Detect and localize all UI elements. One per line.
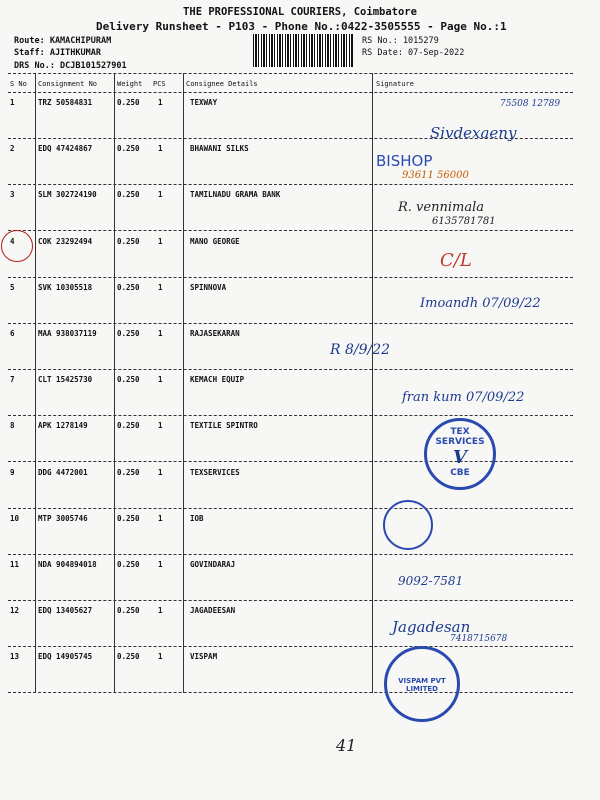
consignment-number: MAA 938037119 <box>38 329 97 338</box>
col-header-pcs: PCS <box>153 80 166 88</box>
consignment-number: APK 1278149 <box>38 421 88 431</box>
signature: fran kum 07/09/22 <box>402 390 525 405</box>
consignee-name: TEXTILE SPINTRO <box>190 421 258 431</box>
row-divider <box>8 600 573 601</box>
tex-services-stamp <box>424 418 496 490</box>
weight: 0.250 <box>117 236 140 246</box>
row-serial: 10 <box>10 513 20 523</box>
sig-note: 75508 12789 <box>500 99 561 109</box>
weight: 0.250 <box>117 606 140 616</box>
row-serial: 12 <box>10 606 20 616</box>
consignee-name: JAGADEESAN <box>190 606 236 616</box>
row-serial: 11 <box>10 560 20 569</box>
col-header-consignee: Consignee Details <box>186 80 258 88</box>
table-top-border <box>8 73 573 74</box>
consignment-number: NDA 904894018 <box>38 560 97 569</box>
pieces: 1 <box>158 652 163 662</box>
row-serial: 13 <box>10 652 20 662</box>
pieces: 1 <box>158 282 163 292</box>
row-divider <box>8 692 573 693</box>
weight: 0.250 <box>117 560 140 569</box>
consignee-name: TEXSERVICES <box>190 467 240 477</box>
consignment-number: CLT 15425730 <box>38 375 93 385</box>
row-divider <box>8 369 573 370</box>
pieces: 1 <box>158 467 163 477</box>
col-header-consignment: Consignment No <box>38 80 98 88</box>
header-divider <box>8 92 573 93</box>
consignment-number: EDQ 14905745 <box>38 652 93 662</box>
row-divider <box>8 646 573 647</box>
row-serial: 9 <box>10 467 15 477</box>
signature: Imoandh 07/09/22 <box>420 296 541 311</box>
sig-note: 7418715678 <box>450 634 508 644</box>
row-serial: 4 <box>10 236 15 246</box>
stamp-text: CBE <box>450 468 470 478</box>
pieces: 1 <box>158 236 163 246</box>
consignment-number: EDQ 47424867 <box>38 144 93 154</box>
pieces: 1 <box>158 190 163 200</box>
signature: C/L <box>440 250 472 271</box>
consignment-number: COK 23292494 <box>38 236 93 246</box>
consignee-name: KEMACH EQUIP <box>190 375 245 385</box>
weight: 0.250 <box>117 421 140 431</box>
bishop-stamp: BISHOP <box>376 152 433 170</box>
signature: Jagadesan <box>392 618 471 636</box>
consignee-name: TAMILNADU GRAMA BANK <box>190 190 281 200</box>
weight: 0.250 <box>117 190 140 200</box>
signature: Sivdexaeny <box>430 124 517 142</box>
pieces: 1 <box>158 329 163 338</box>
route-text: Route: KAMACHIPURAM <box>14 36 112 46</box>
consignee-name: GOVINDARAJ <box>190 560 236 569</box>
pieces: 1 <box>158 560 163 569</box>
row-serial: 6 <box>10 329 15 338</box>
row-serial: 5 <box>10 282 15 292</box>
consignee-name: RAJASEKARAN <box>190 329 240 338</box>
row-serial: 8 <box>10 421 15 431</box>
col-header-weight: Weight <box>117 80 143 88</box>
row-serial: 2 <box>10 144 15 154</box>
row-serial: 3 <box>10 190 15 200</box>
consignee-name: MANO GEORGE <box>190 236 240 246</box>
drs-number: DRS No.: DCJB101527901 <box>14 61 127 71</box>
barcode <box>253 34 353 67</box>
pieces: 1 <box>158 421 163 431</box>
consignment-number: TRZ 50584831 <box>38 98 93 107</box>
row-divider <box>8 554 573 555</box>
consignment-number: MTP 3005746 <box>38 513 88 523</box>
staff-text: Staff: AJITHKUMAR <box>14 48 101 58</box>
consignee-name: SPINNOVA <box>190 282 227 292</box>
pieces: 1 <box>158 513 163 523</box>
consignee-name: IOB <box>190 513 204 523</box>
consignment-number: DDG 4472001 <box>38 467 88 477</box>
row-serial: 1 <box>10 98 15 107</box>
weight: 0.250 <box>117 652 140 662</box>
signature: R 8/9/22 <box>330 342 391 358</box>
signature: R. vennimala <box>398 200 484 215</box>
vispam-stamp <box>384 646 460 722</box>
row-divider <box>8 277 573 278</box>
consignee-name: BHAWANI SILKS <box>190 144 249 154</box>
consignee-name: TEXWAY <box>190 98 218 107</box>
signature: V <box>453 447 467 468</box>
col-header-signature: Signature <box>376 80 414 88</box>
company-title: THE PROFESSIONAL COURIERS, Coimbatore <box>183 6 417 18</box>
pieces: 1 <box>158 98 163 107</box>
row-serial: 7 <box>10 375 15 385</box>
weight: 0.250 <box>117 329 140 338</box>
row-divider <box>8 230 573 231</box>
row-divider <box>8 508 573 509</box>
weight: 0.250 <box>117 144 140 154</box>
consignment-number: SVK 10305518 <box>38 282 93 292</box>
red-circle-mark <box>1 230 33 262</box>
consignee-name: VISPAM <box>190 652 218 662</box>
col-header-sno: S No <box>10 80 27 88</box>
weight: 0.250 <box>117 375 140 385</box>
row-divider <box>8 415 573 416</box>
sig-note: 6135781781 <box>432 216 496 227</box>
stamp-text: TEX SERVICES <box>435 427 485 447</box>
signature: 9092-7581 <box>398 574 464 588</box>
round-stamp <box>383 500 433 550</box>
weight: 0.250 <box>117 467 140 477</box>
stamp-text: VISPAM PVT LIMITED <box>398 677 446 693</box>
sig-note: 93611 56000 <box>402 170 469 181</box>
footer-mark: 41 <box>336 736 357 755</box>
row-divider <box>8 323 573 324</box>
pieces: 1 <box>158 144 163 154</box>
runsheet-title: Delivery Runsheet - P103 - Phone No.:0422-3505555 - Page No.:1 <box>96 20 507 33</box>
row-divider <box>8 184 573 185</box>
rs-number: RS No.: 1015279 <box>362 36 439 46</box>
consignment-number: EDQ 13405627 <box>38 606 93 616</box>
pieces: 1 <box>158 606 163 616</box>
pieces: 1 <box>158 375 163 385</box>
weight: 0.250 <box>117 282 140 292</box>
weight: 0.250 <box>117 98 140 107</box>
consignment-number: SLM 302724190 <box>38 190 97 200</box>
weight: 0.250 <box>117 513 140 523</box>
rs-date: RS Date: 07-Sep-2022 <box>362 48 465 58</box>
